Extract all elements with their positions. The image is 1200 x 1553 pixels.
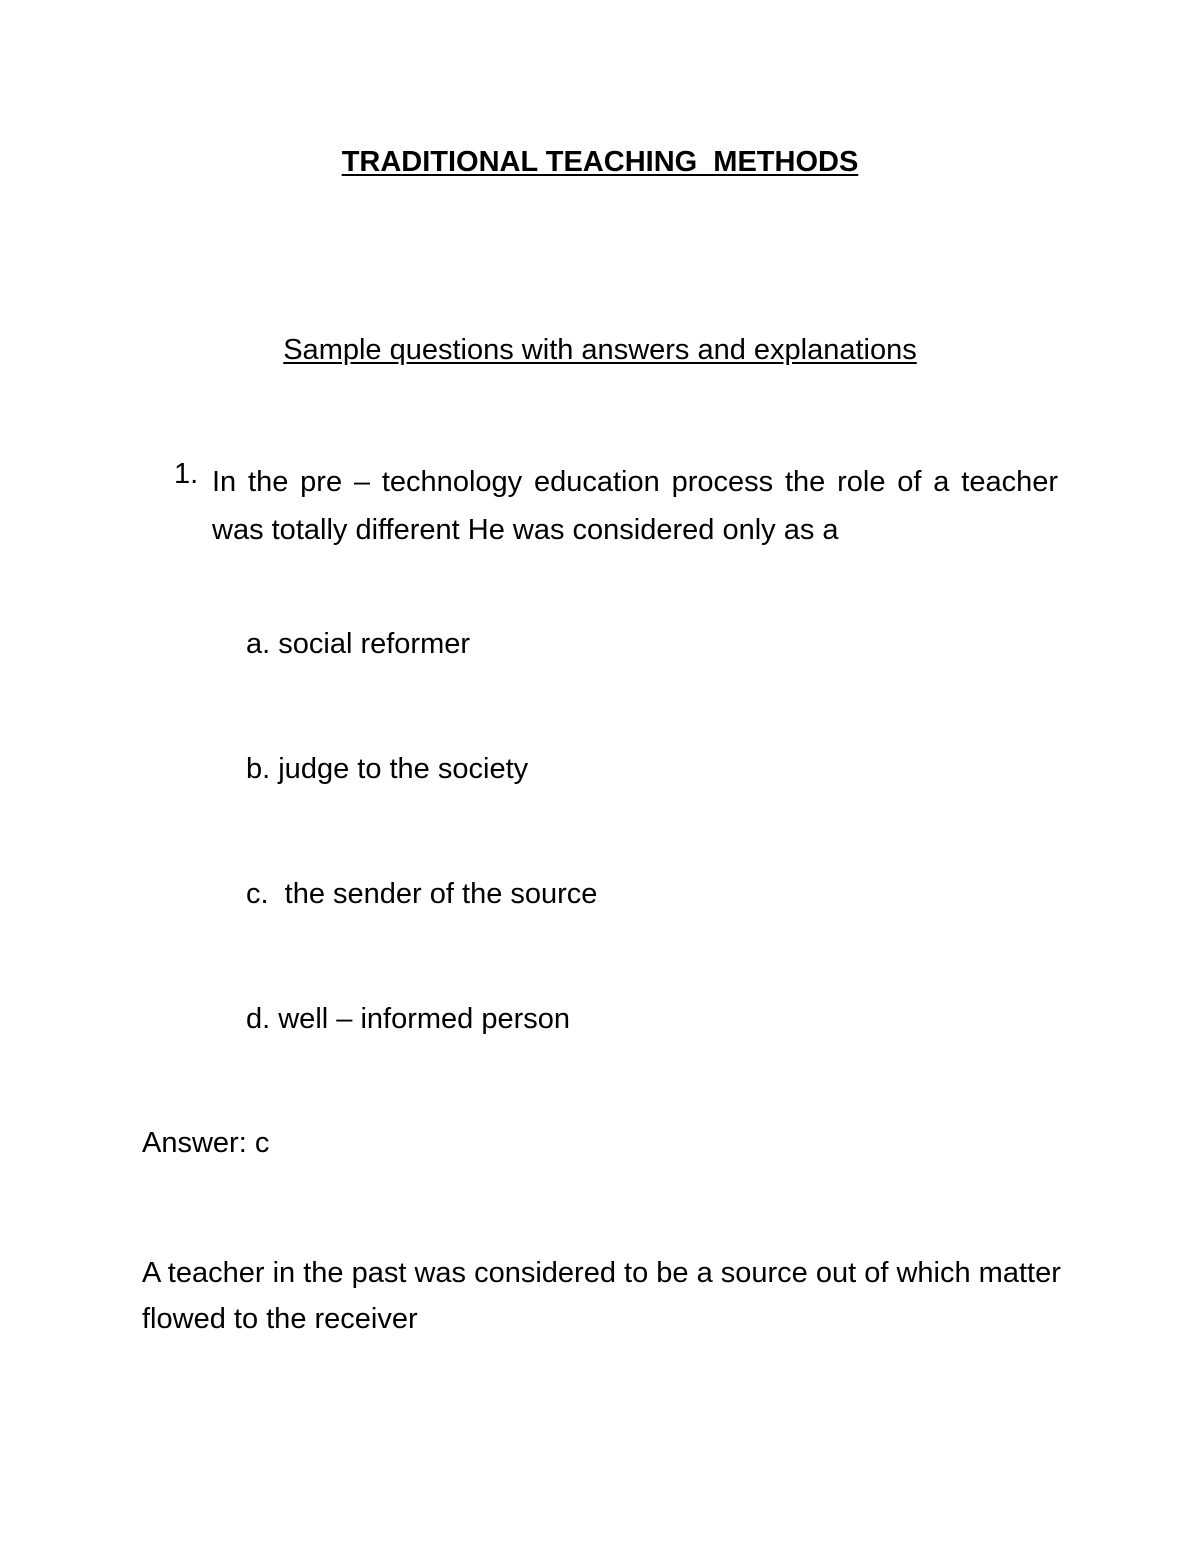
explanation-text: A teacher in the past was considered to be a source out of which matter flowed to the receiver bbox=[142, 1257, 1061, 1335]
option-b: b. judge to the society bbox=[246, 753, 529, 785]
answer-line: Answer: c bbox=[142, 1127, 270, 1159]
question-number: 1. bbox=[174, 458, 199, 490]
option-c: c. the sender of the source bbox=[246, 878, 598, 910]
document-subtitle: Sample questions with answers and explanations bbox=[283, 334, 917, 366]
option-a: a. social reformer bbox=[246, 628, 471, 660]
question-text: In the pre – technology education process the role of a teacher was totally different He was considered only as a bbox=[212, 466, 1058, 546]
option-d: d. well – informed person bbox=[246, 1003, 570, 1035]
document-title: TRADITIONAL TEACHING METHODS bbox=[341, 146, 859, 178]
